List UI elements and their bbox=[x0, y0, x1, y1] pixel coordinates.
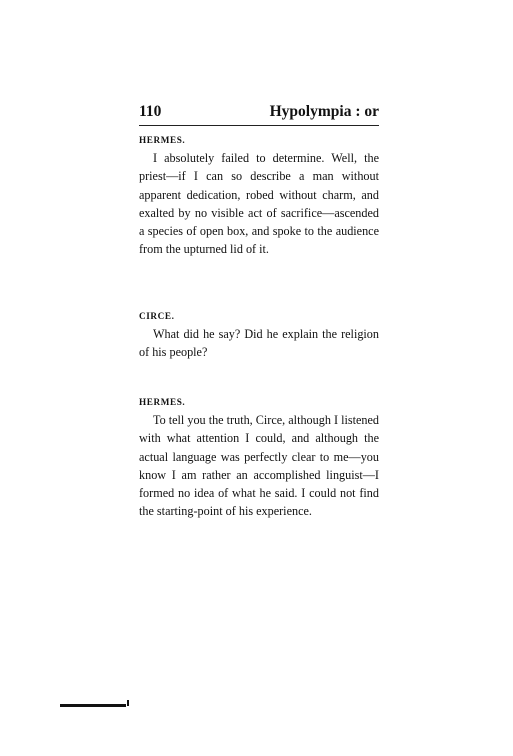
dialogue-paragraph: What did he say? Did he explain the religion of his people? bbox=[139, 327, 379, 360]
dialogue-paragraph: To tell you the truth, Circe, although I listened with what attention I could, and although the actual language was perfectly clear to me—you know I am rather an accomplished linguist—I formed no idea of what he said. I could not find the starting-point of his experience. bbox=[139, 413, 379, 519]
speaker-label: HERMES. bbox=[139, 397, 186, 407]
header-rule bbox=[139, 125, 379, 126]
page-number: 110 bbox=[139, 103, 162, 120]
speaker-label: CIRCE. bbox=[139, 311, 175, 321]
running-header bbox=[139, 103, 379, 125]
dialogue-paragraph: I absolutely failed to determine. Well, the priest—if I can so describe a man without apparent dedication, robed without charm, and exalted by no visible act of sacrifice—ascended a species of open box, and spoke to the audience from the upturned lid of it. bbox=[139, 151, 379, 257]
dialogue-section bbox=[139, 131, 379, 258]
footer-mark bbox=[60, 704, 126, 707]
dialogue-section bbox=[139, 307, 379, 362]
running-title: Hypolympia : or bbox=[269, 103, 379, 120]
dialogue-section bbox=[139, 393, 379, 520]
speaker-label: HERMES. bbox=[139, 135, 186, 145]
